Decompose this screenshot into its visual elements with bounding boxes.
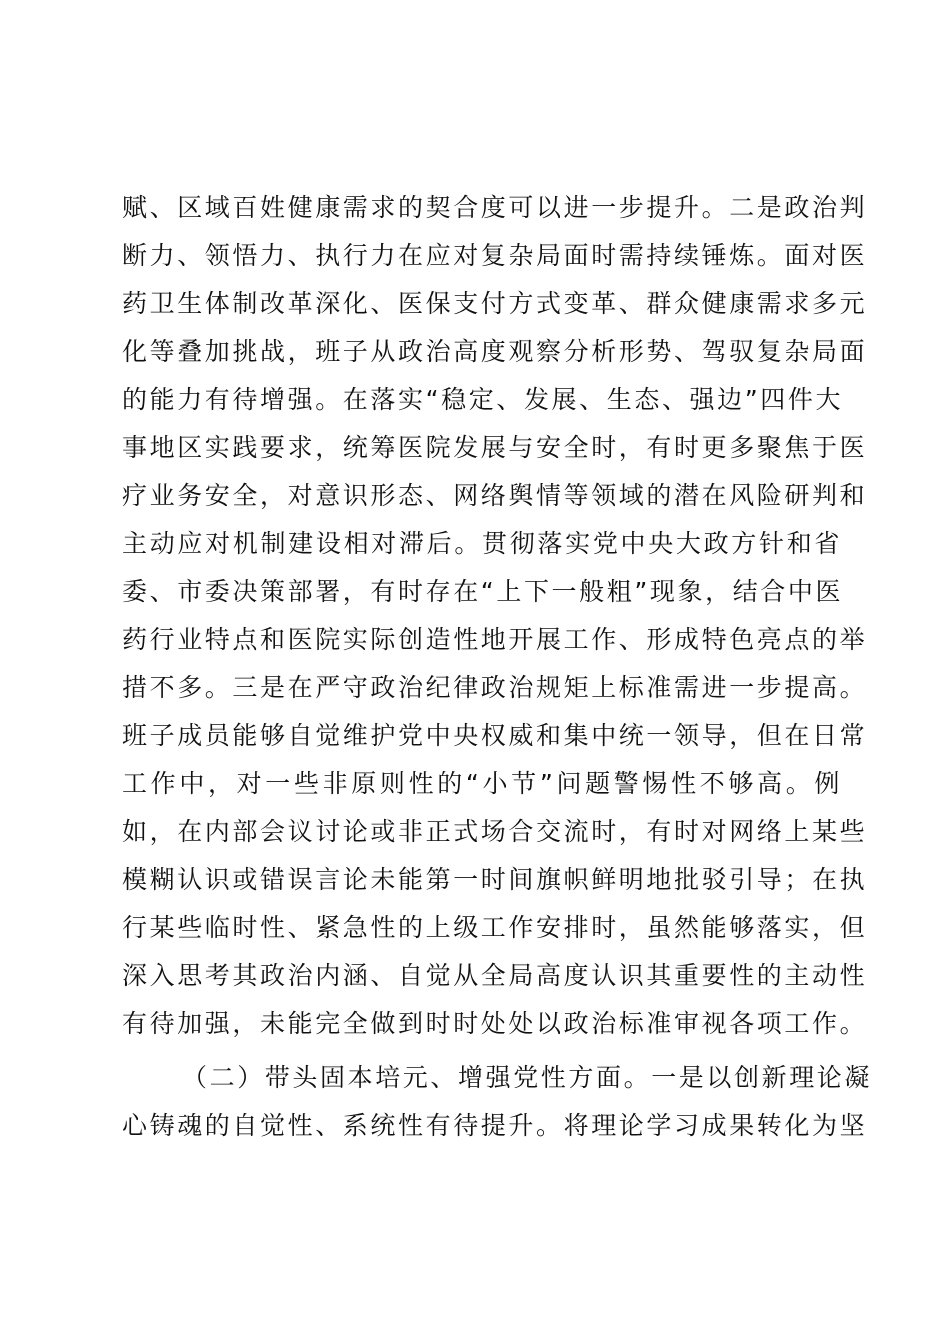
text-line: 药行业特点和医院实际创造性地开展工作、形成特色亮点的举 xyxy=(122,625,868,654)
text-line: 措不多。三是在严守政治纪律政治规矩上标准需进一步提高。 xyxy=(122,673,868,702)
text-line: 委、市委决策部署，有时存在“上下一般粗”现象，结合中医 xyxy=(122,577,844,606)
text-line: 行某些临时性、紧急性的上级工作安排时，虽然能够落实，但 xyxy=(122,913,868,942)
section-heading-line: （二）带头固本培元、增强党性方面。一是以创新理论凝 xyxy=(182,1063,873,1092)
text-line: 班子成员能够自觉维护党中央权威和集中统一领导，但在日常 xyxy=(122,721,868,750)
text-line: 主动应对机制建设相对滞后。贯彻落实党中央大政方针和省 xyxy=(122,529,842,558)
text-line: 的能力有待增强。在落实“稳定、发展、生态、强边”四件大 xyxy=(122,385,844,414)
text-line: 药卫生体制改革深化、医保支付方式变革、群众健康需求多元 xyxy=(122,289,868,318)
text-line: 深入思考其政治内涵、自觉从全局高度认识其重要性的主动性 xyxy=(122,961,868,990)
text-line-paragraph-end: 有待加强，未能完全做到时时处处以政治标准审视各项工作。 xyxy=(122,1009,868,1038)
text-line: 断力、领悟力、执行力在应对复杂局面时需持续锤炼。面对医 xyxy=(122,241,868,270)
text-line: 如，在内部会议讨论或非正式场合交流时，有时对网络上某些 xyxy=(122,817,868,846)
text-line: 事地区实践要求，统筹医院发展与安全时，有时更多聚焦于医 xyxy=(122,433,868,462)
text-line: 心铸魂的自觉性、系统性有待提升。将理论学习成果转化为坚 xyxy=(122,1111,868,1140)
text-line: 模糊认识或错误言论未能第一时间旗帜鲜明地批驳引导；在执 xyxy=(122,865,868,894)
text-line: 化等叠加挑战，班子从政治高度观察分析形势、驾驭复杂局面 xyxy=(122,337,868,366)
text-line: 疗业务安全，对意识形态、网络舆情等领域的潜在风险研判和 xyxy=(122,481,868,510)
text-line: 赋、区域百姓健康需求的契合度可以进一步提升。二是政治判 xyxy=(122,193,868,222)
text-line: 工作中，对一些非原则性的“小节”问题警惕性不够高。例 xyxy=(122,769,842,798)
